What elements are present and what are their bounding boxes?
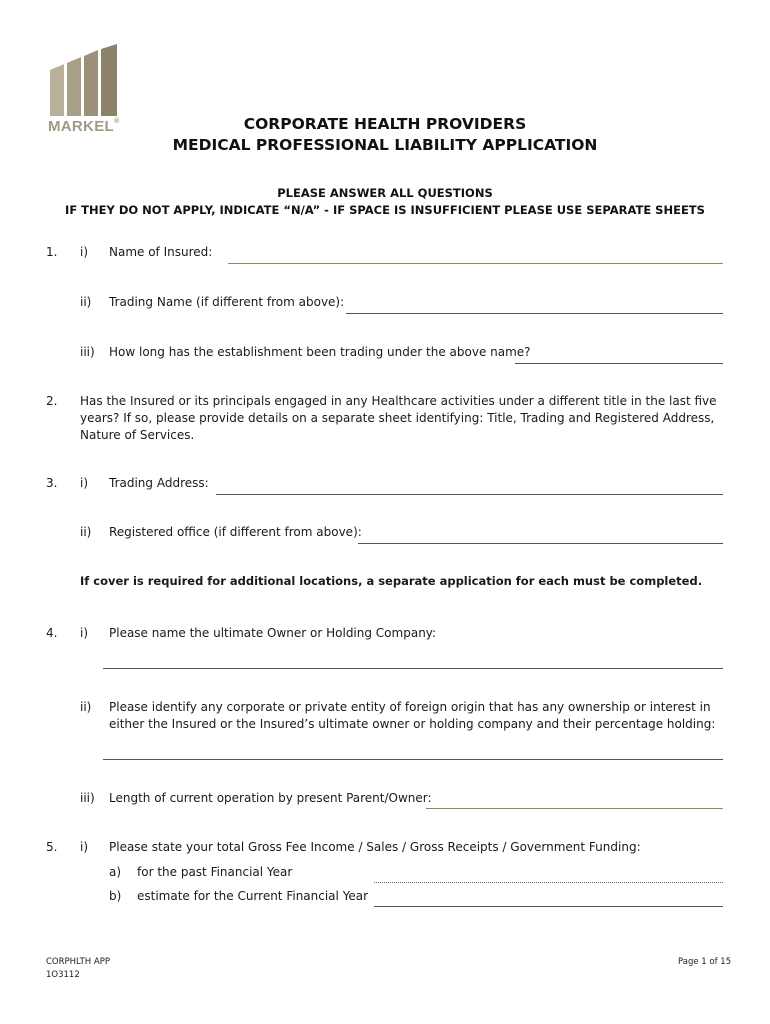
q3-ii-number: ii)	[80, 525, 92, 539]
q2-text: Has the Insured or its principals engaged in any Healthcare activities under a different title in the last five years? If so, please provide details on a separate sheet identifying: Title, Trading and Registered Address, Nature of Services.	[80, 394, 717, 442]
q5-b-label: estimate for the Current Financial Year	[137, 889, 369, 903]
q4-ii-number: ii)	[80, 700, 92, 714]
q1-ii-label: Trading Name (if different from above):	[109, 295, 345, 309]
page-number: Page 1 of 15	[678, 957, 732, 967]
form-version: 1O3112	[46, 970, 80, 980]
q4-iii-number: iii)	[80, 791, 95, 805]
foreign-entity-field[interactable]	[103, 759, 723, 760]
past-financial-year-field[interactable]	[374, 882, 723, 883]
q4-i-number: i)	[80, 626, 89, 640]
registered-office-field[interactable]	[358, 543, 723, 544]
instruction-line-1: PLEASE ANSWER ALL QUESTIONS	[277, 186, 493, 200]
q3-i-label: Trading Address:	[109, 476, 209, 490]
current-financial-year-field[interactable]	[374, 906, 723, 907]
q4-iii-label: Length of current operation by present Parent/Owner:	[109, 791, 432, 805]
ultimate-owner-field[interactable]	[103, 668, 723, 669]
question-3-number: 3.	[46, 476, 58, 490]
q4-i-label: Please name the ultimate Owner or Holding Company:	[109, 626, 437, 640]
page-subtitle: MEDICAL PROFESSIONAL LIABILITY APPLICATION	[172, 136, 598, 154]
q1-iii-label: How long has the establishment been trading under the above name?	[109, 345, 531, 359]
instruction-line-2: IF THEY DO NOT APPLY, INDICATE “N/A” - IF SPACE IS INSUFFICIENT PLEASE USE SEPARATE SHEETS	[65, 203, 705, 217]
q5-i-number: i)	[80, 840, 89, 854]
length-of-operation-field[interactable]	[426, 808, 723, 809]
q1-i-number: i)	[80, 245, 89, 259]
question-1-number: 1.	[46, 245, 58, 259]
q1-ii-number: ii)	[80, 295, 92, 309]
q5-b-number: b)	[109, 889, 122, 903]
question-5-number: 5.	[46, 840, 58, 854]
q1-i-label: Name of Insured:	[109, 245, 213, 259]
q3-ii-label: Registered office (if different from above):	[109, 525, 362, 539]
trading-name-field[interactable]	[346, 313, 723, 314]
q5-i-label: Please state your total Gross Fee Income / Sales / Gross Receipts / Government Funding:	[109, 840, 641, 854]
q4-ii-label: Please identify any corporate or private entity of foreign origin that has any ownership or interest in either the Insured or the Insured’s ultimate owner or holding company and their percentage holding:	[109, 700, 716, 731]
q5-a-label: for the past Financial Year	[137, 865, 293, 879]
logo-wordmark: MARKEL®	[48, 118, 120, 135]
additional-locations-note: If cover is required for additional locations, a separate application for each must be completed.	[80, 574, 703, 588]
trading-address-field[interactable]	[216, 494, 723, 495]
question-2-number: 2.	[46, 394, 58, 408]
question-4-number: 4.	[46, 626, 58, 640]
q1-iii-number: iii)	[80, 345, 95, 359]
trading-duration-field[interactable]	[515, 363, 723, 364]
form-code: CORPHLTH APP	[46, 957, 110, 967]
page-title: CORPORATE HEALTH PROVIDERS	[243, 115, 527, 133]
q5-a-number: a)	[109, 865, 122, 879]
name-of-insured-field[interactable]	[228, 263, 723, 264]
q3-i-number: i)	[80, 476, 89, 490]
